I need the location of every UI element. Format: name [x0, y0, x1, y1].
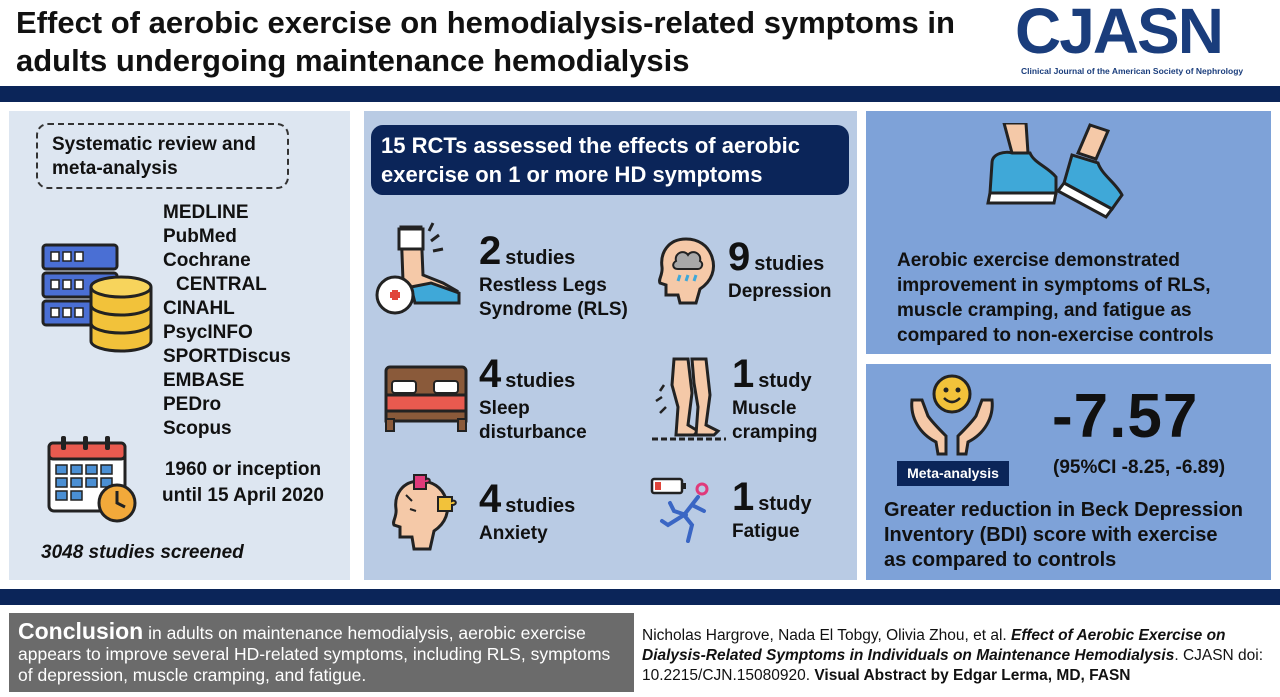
studies-panel	[364, 111, 857, 580]
cjasn-logo	[1015, 2, 1265, 82]
database-item: SPORTDiscus	[163, 346, 291, 367]
bdi-line: as compared to controls	[884, 549, 1117, 571]
database-item: CENTRAL	[176, 274, 267, 295]
symptom-label: Depression	[728, 281, 832, 302]
database-item: Cochrane	[163, 250, 251, 271]
header	[0, 0, 1280, 86]
symptom-label: Restless Legs	[479, 275, 607, 296]
head-puzzle-icon	[386, 471, 466, 553]
legs-cramping-icon	[648, 355, 728, 441]
bdi-effect-value: -7.57	[1052, 382, 1199, 451]
leg-cramp-icon	[373, 221, 465, 321]
study-count: 1	[732, 475, 755, 519]
date-line: 1960 or inception	[164, 459, 322, 480]
study-rls	[479, 229, 628, 322]
study-sleep	[479, 352, 587, 445]
calendar-icon	[45, 433, 141, 525]
bdi-line: Greater reduction in Beck Depression	[884, 499, 1244, 521]
date-range	[155, 457, 331, 509]
study-word: studies	[505, 370, 576, 392]
bed-icon	[382, 361, 472, 433]
database-item: PEDro	[163, 394, 222, 415]
symptom-label: Sleep	[479, 398, 530, 419]
study-count: 4	[479, 352, 502, 396]
top-divider-bar	[0, 86, 1280, 102]
database-item: PubMed	[163, 226, 237, 247]
date-line: until 15 April 2020	[162, 485, 324, 506]
citation-title: Effect of Aerobic Exercise on Dialysis-Related Symptoms in Individuals on Maintenance Hemodialysis	[642, 627, 1226, 664]
page-title: Effect of aerobic exercise on hemodialysis-related symptoms in adults undergoing maintenance hemodialysis	[16, 5, 955, 78]
database-item: CINAHL	[163, 298, 235, 319]
logo-main-text: CJASN	[1015, 0, 1222, 67]
study-fatigue	[732, 475, 812, 544]
study-count: 9	[728, 235, 751, 279]
database-icon	[41, 241, 153, 356]
meta-analysis-panel	[866, 364, 1271, 580]
symptom-label: cramping	[732, 422, 818, 443]
study-word: studies	[505, 495, 576, 517]
meta-analysis-badge: Meta-analysis	[897, 461, 1009, 486]
visual-abstract-credit: Visual Abstract by Edgar Lerma, MD, FASN	[814, 667, 1131, 684]
conclusion-label: Conclusion	[18, 618, 144, 644]
study-anxiety	[479, 477, 575, 546]
studies-screened: 3048 studies screened	[41, 542, 244, 563]
conclusion-box	[9, 613, 634, 692]
conclusion-text: in adults on maintenance hemodialysis, aerobic exercise appears to improve several HD-related symptoms, including RLS, symptoms of depression, muscle cramping, and fatigue.	[18, 623, 611, 685]
methods-panel	[9, 111, 350, 580]
smiley-hands-icon	[906, 370, 998, 458]
bdi-text	[884, 498, 1243, 573]
head-cloud-icon	[656, 235, 718, 305]
study-count: 4	[479, 477, 502, 521]
method-box	[36, 123, 289, 189]
study-count: 1	[732, 352, 755, 396]
symptom-label: Anxiety	[479, 523, 548, 544]
symptom-label: disturbance	[479, 422, 587, 443]
bdi-line: Inventory (BDI) score with exercise	[884, 524, 1218, 546]
rct-banner: 15 RCTs assessed the effects of aerobic exercise on 1 or more HD symptoms	[371, 125, 849, 195]
citation-authors: Nicholas Hargrove, Nada El Tobgy, Olivia Zhou, et al.	[642, 627, 1012, 644]
findings-line: Aerobic exercise demonstrated	[897, 250, 1181, 271]
citation	[642, 626, 1274, 686]
bottom-divider-bar	[0, 589, 1280, 605]
study-word: studies	[754, 253, 825, 275]
study-count: 2	[479, 229, 502, 273]
study-word: studies	[505, 247, 576, 269]
database-item: PsycINFO	[163, 322, 253, 343]
citation-doi: . CJASN doi: 10.2215/CJN.15080920.	[642, 647, 1264, 684]
findings-text	[897, 248, 1214, 348]
sneakers-icon	[982, 123, 1132, 227]
study-depression	[728, 235, 831, 304]
fatigue-runner-icon	[648, 475, 718, 547]
database-item: Scopus	[163, 418, 232, 439]
study-word: study	[758, 370, 812, 392]
study-cramping	[732, 352, 818, 445]
logo-subtitle: Clinical Journal of the American Society of Nephrology	[1021, 66, 1244, 76]
symptom-label: Syndrome (RLS)	[479, 299, 628, 320]
findings-panel	[866, 111, 1271, 354]
findings-line: compared to non-exercise controls	[897, 325, 1214, 346]
symptom-label: Muscle	[732, 398, 797, 419]
symptom-label: Fatigue	[732, 521, 800, 542]
database-item: EMBASE	[163, 370, 245, 391]
database-item: MEDLINE	[163, 202, 249, 223]
findings-line: improvement in symptoms of RLS,	[897, 275, 1211, 296]
findings-line: muscle cramping, and fatigue as	[897, 300, 1192, 321]
database-list	[163, 201, 291, 441]
confidence-interval: (95%CI -8.25, -6.89)	[1053, 457, 1226, 478]
study-word: study	[758, 493, 812, 515]
method-label: Systematic review and meta-analysis	[52, 134, 256, 179]
